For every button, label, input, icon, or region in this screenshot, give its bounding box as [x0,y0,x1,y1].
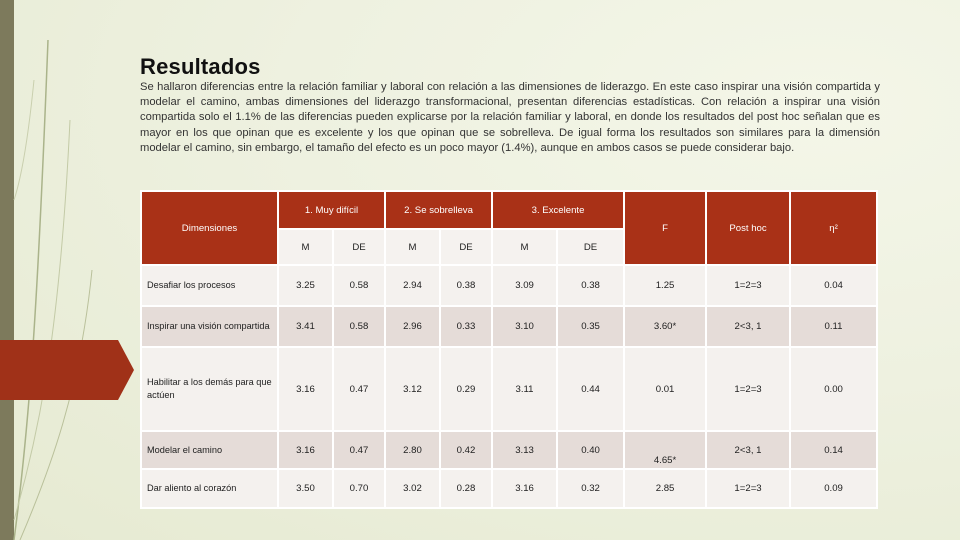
results-table [140,190,878,509]
cell-f: 1.25 [624,265,706,306]
subheader-de-2: DE [440,229,492,265]
header-posthoc: Post hoc [706,191,790,265]
decorative-arrow-shape [0,340,134,400]
cell-m1: 3.25 [278,265,333,306]
subheader-m-2: M [385,229,440,265]
cell-m1: 3.16 [278,431,333,469]
row-dimension: Habilitar a los demás para que actúen [141,347,278,431]
results-paragraph: Se hallaron diferencias entre la relación familiar y laboral con relación a las dimensiones de liderazgo. En este caso inspirar una visión compartida y modelar el camino, ambas dimensiones del liderazgo transformacional, presentan diferencias estadísticas. Con relación a inspirar una visión compartida solo el 1.1% de las diferencias pueden explicarse por la relación familiar y laboral, en donde los resultados del post hoc señalan que es mayor en los que opinan que es excelente y los que opinan que se sobrelleva. De igual forma los resultados son similares para la dimensión modelar el camino, sin embargo, el tamaño del efecto es un poco mayor (1.4%), aunque en ambos casos se puede considerar bajo. [140,81,880,154]
cell-m3: 3.09 [492,265,557,306]
cell-de3: 0.35 [557,306,624,347]
cell-posthoc: 1=2=3 [706,347,790,431]
cell-de1: 0.58 [333,306,385,347]
table-row [141,431,877,469]
row-dimension: Dar aliento al corazón [141,469,278,508]
cell-posthoc: 2<3, 1 [706,306,790,347]
row-dimension: Inspirar una visión compartida [141,306,278,347]
table-row [141,265,877,306]
cell-de2: 0.33 [440,306,492,347]
cell-de1: 0.58 [333,265,385,306]
row-dimension: Modelar el camino [141,431,278,469]
cell-de2: 0.28 [440,469,492,508]
cell-eta: 0.00 [790,347,877,431]
cell-posthoc: 1=2=3 [706,265,790,306]
cell-de3: 0.38 [557,265,624,306]
header-eta: η² [790,191,877,265]
header-group-3: 3. Excelente [492,191,624,229]
cell-m3: 3.10 [492,306,557,347]
cell-eta: 0.04 [790,265,877,306]
cell-m1: 3.16 [278,347,333,431]
header-group-2: 2. Se sobrelleva [385,191,492,229]
cell-m3: 3.11 [492,347,557,431]
table-row [141,347,877,431]
subheader-de-1: DE [333,229,385,265]
cell-de2: 0.42 [440,431,492,469]
cell-eta: 0.09 [790,469,877,508]
cell-f: 4.65* [624,431,706,469]
header-group-1: 1. Muy difícil [278,191,385,229]
cell-de3: 0.44 [557,347,624,431]
slide-left-bar [0,0,14,540]
cell-m2: 3.02 [385,469,440,508]
cell-f: 0.01 [624,347,706,431]
cell-m1: 3.41 [278,306,333,347]
cell-m3: 3.13 [492,431,557,469]
cell-eta: 0.11 [790,306,877,347]
cell-f: 2.85 [624,469,706,508]
cell-m1: 3.50 [278,469,333,508]
decorative-lines [0,0,140,540]
cell-m2: 2.80 [385,431,440,469]
cell-de1: 0.47 [333,347,385,431]
cell-de2: 0.38 [440,265,492,306]
cell-m2: 2.94 [385,265,440,306]
cell-de1: 0.47 [333,431,385,469]
cell-de3: 0.32 [557,469,624,508]
cell-m3: 3.16 [492,469,557,508]
table-row [141,306,877,347]
cell-f: 3.60* [624,306,706,347]
table-row [141,469,877,508]
cell-eta: 0.14 [790,431,877,469]
header-f: F [624,191,706,265]
subheader-m-1: M [278,229,333,265]
slide-title: Resultados [140,54,261,79]
cell-m2: 2.96 [385,306,440,347]
cell-posthoc: 2<3, 1 [706,431,790,469]
cell-de3: 0.40 [557,431,624,469]
subheader-de-3: DE [557,229,624,265]
header-dimensiones: Dimensiones [141,191,278,265]
cell-m2: 3.12 [385,347,440,431]
cell-de2: 0.29 [440,347,492,431]
row-dimension: Desafiar los procesos [141,265,278,306]
cell-de1: 0.70 [333,469,385,508]
cell-posthoc: 1=2=3 [706,469,790,508]
subheader-m-3: M [492,229,557,265]
